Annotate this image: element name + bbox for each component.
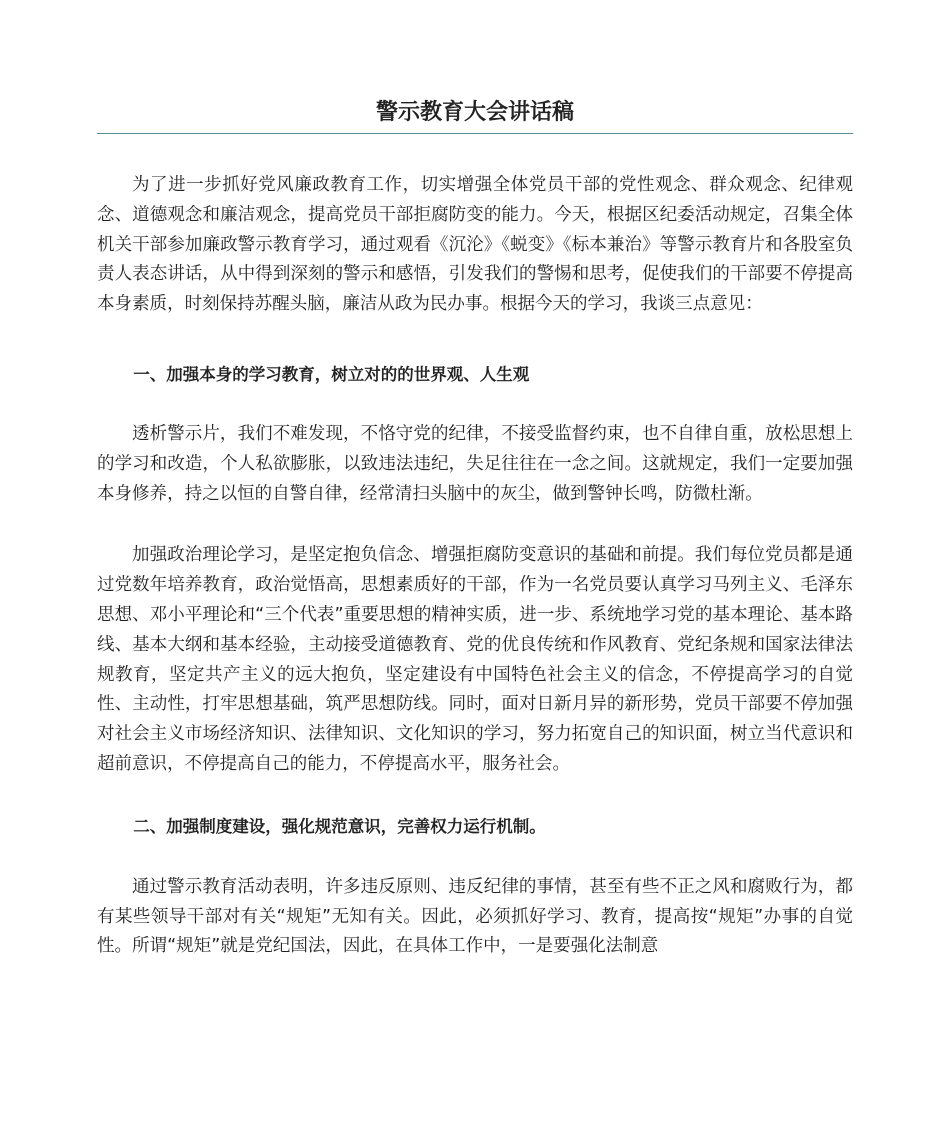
document-title: 警示教育大会讲话稿 bbox=[375, 100, 574, 125]
section1-paragraph-2: 加强政治理论学习，是坚定抱负信念、增强拒腐防变意识的基础和前提。我们每位党员都是通过党数年培养教育，政治觉悟高，思想素质好的干部，作为一名党员要认真学习马列主义、毛泽东思想、邓小平理论和“三个代表”重要思想的精神实质，进一步、系统地学习党的基本理论、基本路线、基本大纲和基本经验，主动接受道德教育、党的优良传统和作风教育、党纪条规和国家法律法规教育，坚定共产主义的远大抱负，坚定建设有中国特色社会主义的信念，不停提高学习的自觉性、主动性，打牢思想基础，筑严思想防线。同时，面对日新月异的新形势，党员干部要不停加强对社会主义市场经济知识、法律知识、文化知识的学习，努力拓宽自己的知识面，树立当代意识和超前意识，不停提高自己的能力，不停提高水平，服务社会。 bbox=[97, 545, 853, 774]
section-heading-2: 二、加强制度建设，强化规范意识，完善权力运行机制。 bbox=[133, 816, 546, 836]
intro-paragraph: 为了进一步抓好党风廉政教育工作，切实增强全体党员干部的党性观念、群众观念、纪律观念、道德观念和廉洁观念，提高党员干部拒腐防变的能力。今天，根据区纪委活动规定，召集全体机关干部参加廉政警示教育学习，通过观看《沉沦》《蜕变》《标本兼治》等警示教育片和各股室负责人表态讲话，从中得到深刻的警示和感悟，引发我们的警惕和思考，促使我们的干部要不停提高本身素质，时刻保持苏醒头脑，廉洁从政为民办事。根据今天的学习，我谈三点意见： bbox=[97, 175, 853, 315]
section-heading-1: 一、加强本身的学习教育，树立对的的世界观、人生观 bbox=[133, 364, 530, 384]
title-divider bbox=[97, 133, 853, 134]
section2-paragraph-1: 通过警示教育活动表明，许多违反原则、违反纪律的事情，甚至有些不正之风和腐败行为，都有某些领导干部对有关“规矩”无知有关。因此，必须抓好学习、教育，提高按“规矩”办事的自觉性。所谓“规矩”就是党纪国法，因此，在具体工作中，一是要强化法制意 bbox=[97, 876, 853, 957]
section1-paragraph-1: 透析警示片，我们不难发现，不恪守党的纪律，不接受监督约束，也不自律自重，放松思想上的学习和改造，个人私欲膨胀，以致违法违纪，失足往往在一念之间。这就规定，我们一定要加强本身修养，持之以恒的自警自律，经常清扫头脑中的灰尘，做到警钟长鸣，防微杜渐。 bbox=[97, 423, 853, 504]
document-page bbox=[97, 0, 853, 962]
